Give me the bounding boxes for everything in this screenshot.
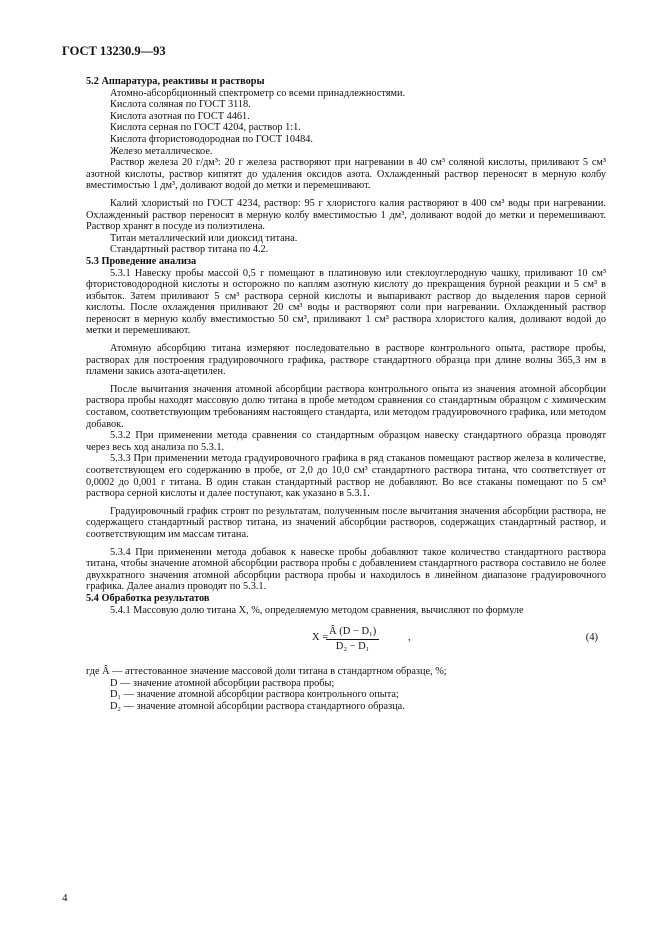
list-item: Кислота серная по ГОСТ 4204, раствор 1:1. [110,122,301,134]
formula-fraction [326,626,379,652]
definition-a: где Â — аттестованное значение массовой доли титана в стандартном образце, %; [86,666,447,678]
section-heading-5-2: 5.2 Аппаратура, реактивы и растворы [86,76,265,87]
variable-definitions [86,666,606,712]
definition-d: D — значение атомной абсорбции раствора пробы; [110,677,335,689]
formula-denominator: D₂ − D₁ [335,640,370,652]
section-heading-5-3: 5.3 Проведение анализа [86,255,197,267]
document-header: ГОСТ 13230.9—93 [62,44,166,58]
list-item: Атомно-абсорбционный спектрометр со всеми принадлежностями. [110,87,406,99]
paragraph-iron-solution: Раствор железа 20 г/дм³: 20 г железа растворяют при нагревании в 40 см³ соляной кислоты, приливают 5 см³ азотной кислоты, раствор кипятят до удаления оксидов азота. Охлажденный раствор переносят в мерную колбу вместимостью 1 дм³, доливают водой до метки и перемешивают. [86,157,606,192]
paragraph-absorption: Атомную абсорбцию титана измеряют последовательно в растворе контрольного опыта, растворе пробы, растворах для построения градуировочного графика, растворе стандартного образца при длине волны 365,3 нм в пламени закись азота-ацетилен. [86,343,606,378]
paragraph-5-3-4: 5.3.4 При применении метода добавок к навеске пробы добавляют такое количество стандартного раствора титана, чтобы значение атомной абсорбции раствора пробы с добавлением стандартного раствора составило не более двухкратного значения атомной абсорбции раствора пробы и находилось в линейном диапазоне градуировочного графика. Далее анализ проводят по 5.3.1. [86,546,606,593]
paragraph-after-subtraction: После вычитания значения атомной абсорбции раствора контрольного опыта из значения атомной абсорбции раствора пробы находят массовую долю титана в пробе методом сравнения со стандартным образцом с химическим составом, соответствующим требованиям настоящего стандарта, или методом градуировочного графика, или методом добавок. [86,383,606,430]
list-item: Стандартный раствор титана по 4.2. [110,244,269,256]
paragraph-5-3-1: 5.3.1 Навеску пробы массой 0,5 г помещают в платиновую или стеклоуглеродную чашку, приливают 10 см³ фтористоводородной кислоты и осторожно по каплям азотную кислоту до прекращения бурной реакции и 5 см³ в избыток. Затем приливают 5 см³ раствора серной кислоты и выпаривают раствор до выделения паров серной кислоты. После охлаждения приливают 20 см³ воды и растворяют соли при нагревании. Охлажденный раствор переносят в мерную колбу вместимостью 50 см³, приливают 1 см³ раствора хлористого калия, доливают водой до метки и перемешивают. [86,267,606,337]
section-heading-5-4: 5.4 Обработка результатов [86,592,210,604]
list-item: Железо металлическое. [110,145,213,157]
paragraph-graph: Градуировочный график строят по результатам, полученным после вычитания значения абсорбции раствора, не содержащего стандартный раствор титана, из значений абсорбции растворов, содержащих стандартный раствор, и соответствующим им массам титана. [86,505,606,540]
formula-4 [86,626,606,660]
paragraph-kcl-solution: Калий хлористый по ГОСТ 4234, раствор: 95 г хлористого калия растворяют в 400 см³ воды при нагревании. Охлажденный раствор переносят в мерную колбу вместимостью 1 дм³, доливают водой до метки и перемешивают. Раствор хранят в посуде из полиэтилена. [86,197,606,233]
definition-d1: D₁ — значение атомной абсорбции раствора контрольного опыта; [110,689,399,701]
formula-trail: , [408,632,411,644]
list-item: Кислота фтористоводородная по ГОСТ 10484. [110,133,313,145]
list-item: Титан металлический или диоксид титана. [110,232,298,244]
definition-d2: D₂ — значение атомной абсорбции раствора стандартного образца. [110,700,405,712]
formula-numerator: Â (D − D₁) [326,626,379,640]
paragraph-5-3-3: 5.3.3 При применении метода градуировочного графика в ряд стаканов помещают раствор железа в количестве, соответствующем его содержанию в пробе, от 2,0 до 10,0 см³ стандартного раствора титана, что соответствует от 0,0002 до 0,001 г титана. В один стакан стандартный раствор не добавляют. Во все стаканы помещают по 5 см³ раствора серной кислоты и далее поступают, как указано в 5.3.1. [86,453,606,500]
formula-number: (4) [585,632,598,644]
list-item: Кислота соляная по ГОСТ 3118. [110,99,251,111]
paragraph-5-3-2: 5.3.2 При применении метода сравнения со стандартным образцом навеску стандартного образца проводят через весь ход анализа по 5.3.1. [86,430,606,453]
page-number: 4 [62,892,68,904]
paragraph-5-4-1: 5.4.1 Массовую долю титана X, %, определяемую методом сравнения, вычисляют по формуле [110,604,524,616]
list-item: Кислота азотная по ГОСТ 4461. [110,110,250,122]
document-body [86,76,606,713]
formula-lhs: X = [312,632,329,644]
